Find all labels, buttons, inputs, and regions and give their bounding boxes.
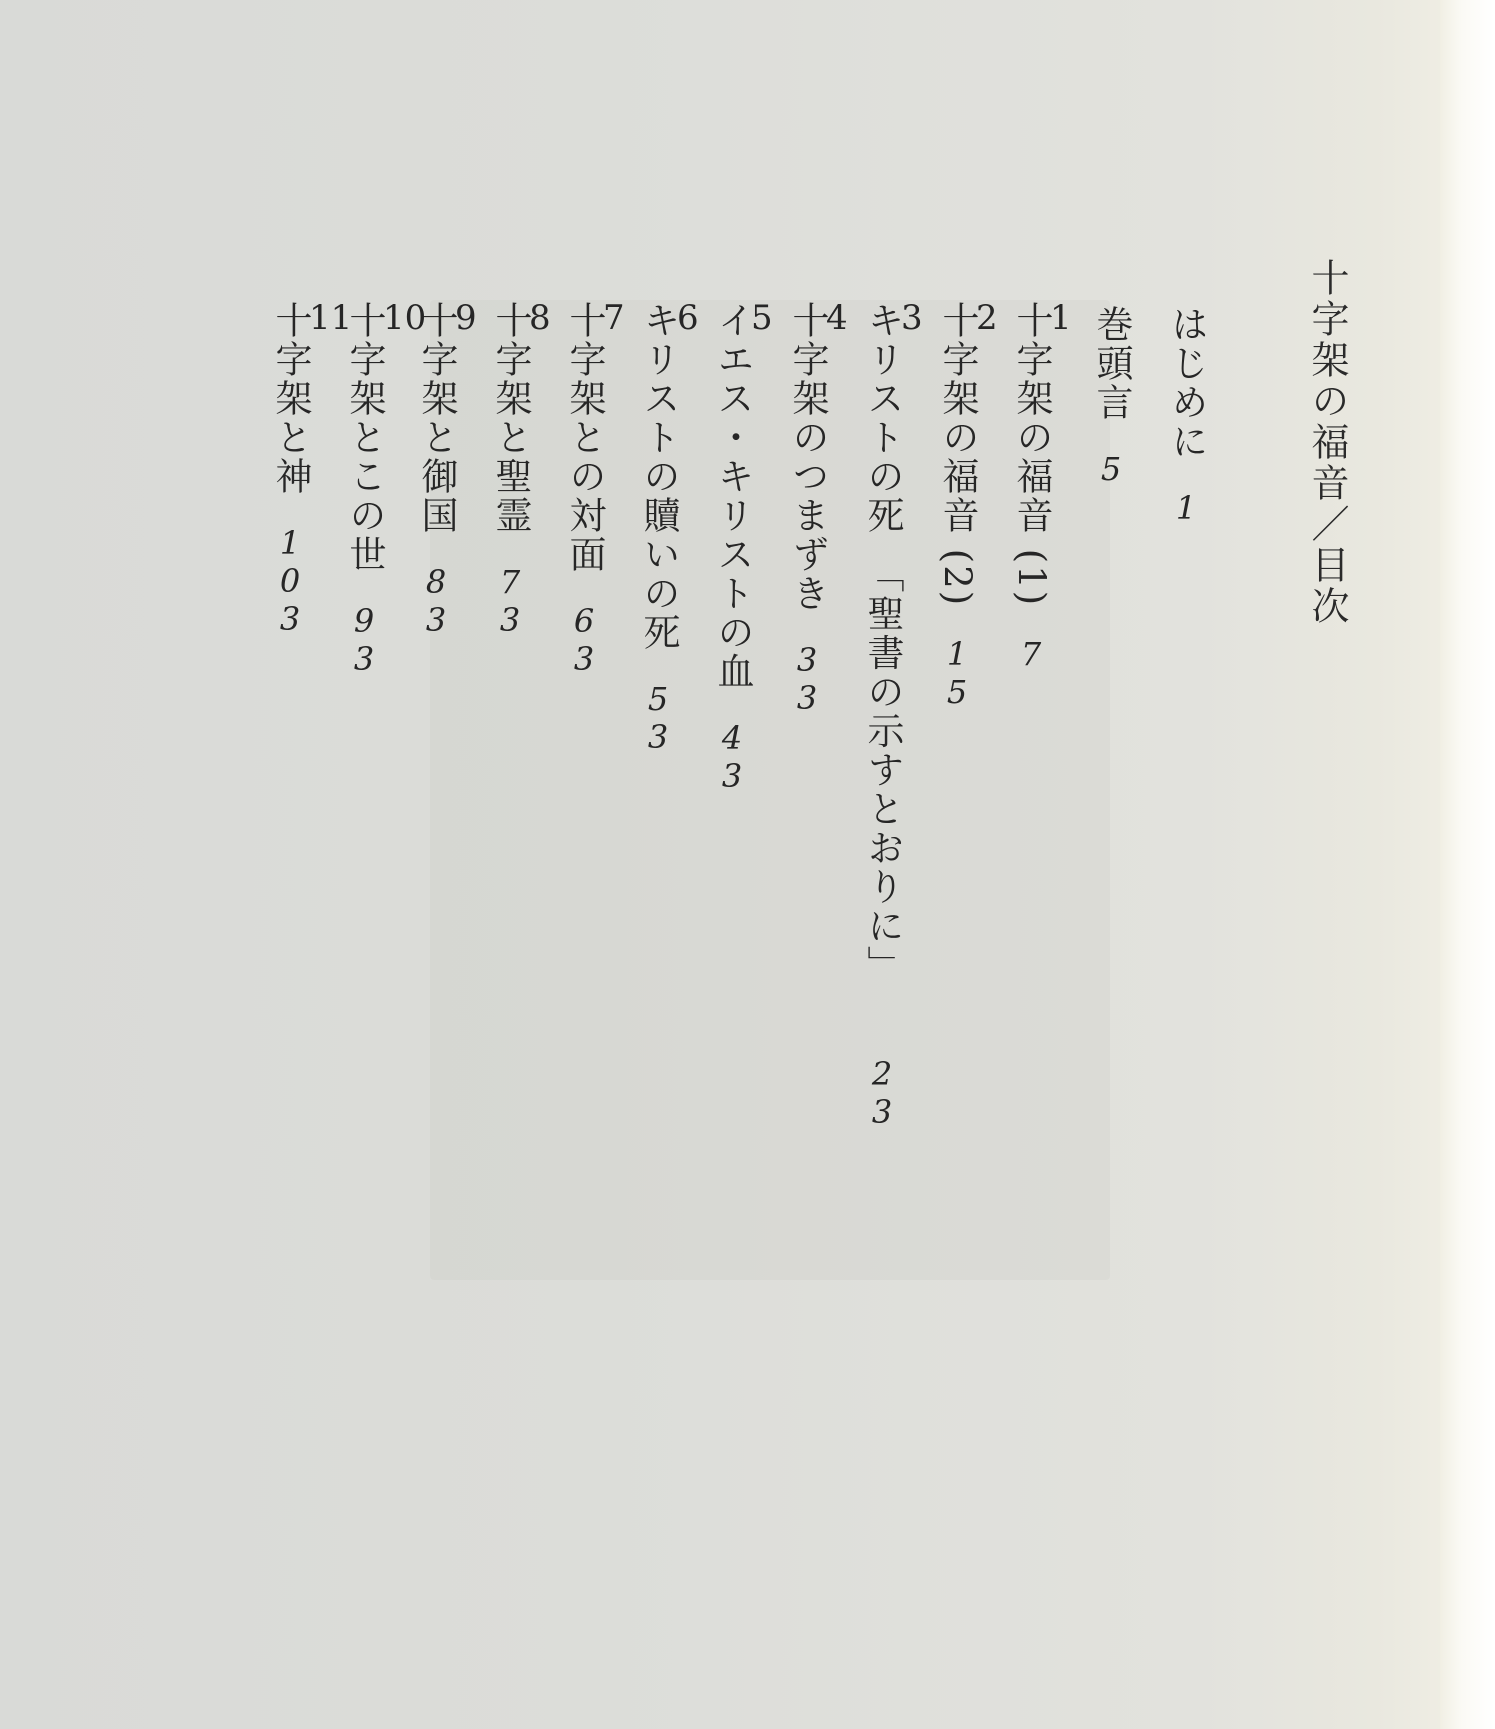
toc-chapter-5 <box>711 298 773 795</box>
chapter-page: 15 <box>938 635 976 712</box>
chapter-number: 3 <box>901 298 923 338</box>
chapter-title: 十字架とこの世 <box>343 301 386 574</box>
chapter-number: 1 <box>1050 298 1072 338</box>
chapter-title: 十字架と神 <box>269 301 312 496</box>
chapter-number: 5 <box>751 298 773 338</box>
chapter-number: 11 <box>309 298 353 338</box>
toc-chapter-2 <box>936 298 998 712</box>
toc-chapter-8 <box>489 298 551 639</box>
chapter-page: 93 <box>345 602 383 678</box>
chapter-title: キリストの死 「聖書の示すとおりに」 <box>861 301 904 985</box>
chapter-page: 23 <box>863 1054 901 1131</box>
chapter-title: キリストの贖いの死 <box>637 301 680 652</box>
chapter-page: 43 <box>713 719 751 795</box>
chapter-page: 63 <box>565 602 603 678</box>
chapter-number: 9 <box>455 298 477 338</box>
chapter-page: 73 <box>491 563 529 639</box>
chapter-page: 83 <box>417 563 455 639</box>
chapter-title: 十字架と聖霊 <box>489 301 532 535</box>
toc-front-page: 5 <box>1092 450 1130 488</box>
toc-front-page: 1 <box>1167 489 1205 527</box>
toc-front-label: はじめに <box>1165 305 1208 461</box>
chapter-title: 十字架のつまずき <box>786 301 829 613</box>
chapter-number: 10 <box>383 298 427 338</box>
toc-chapter-11 <box>269 298 353 638</box>
page-edge <box>1440 0 1495 1729</box>
chapter-number: 6 <box>677 298 699 338</box>
toc-chapter-6 <box>637 298 699 756</box>
chapter-page: 33 <box>788 641 826 717</box>
chapter-number: 8 <box>529 298 551 338</box>
toc-front-hajimeni <box>1165 305 1208 527</box>
toc-chapter-10 <box>343 298 427 678</box>
chapter-number: 4 <box>826 298 848 338</box>
chapter-page: 7 <box>1012 635 1050 674</box>
chapter-title: 十字架と御国 <box>415 301 458 535</box>
toc-chapter-9 <box>415 298 477 639</box>
chapter-page: 53 <box>639 680 677 756</box>
chapter-title: イエス・キリストの血 <box>711 301 754 691</box>
chapter-number: 7 <box>603 298 625 338</box>
chapter-title: 十字架との対面 <box>563 301 606 574</box>
toc-front-label: 巻頭言 <box>1090 305 1133 422</box>
toc-chapter-7 <box>563 298 625 678</box>
toc-chapter-1 <box>1010 298 1072 674</box>
toc-title: 十字架の福音／目次 <box>1305 258 1349 627</box>
toc-chapter-4 <box>786 298 848 717</box>
chapter-title: 十字架の福音 (2) <box>936 301 979 608</box>
chapter-title: 十字架の福音 (1) <box>1010 301 1053 608</box>
toc-chapter-3 <box>861 298 923 1131</box>
chapter-page: 103 <box>271 524 309 638</box>
toc-front-kantogen <box>1090 305 1133 488</box>
chapter-number: 2 <box>976 298 998 338</box>
